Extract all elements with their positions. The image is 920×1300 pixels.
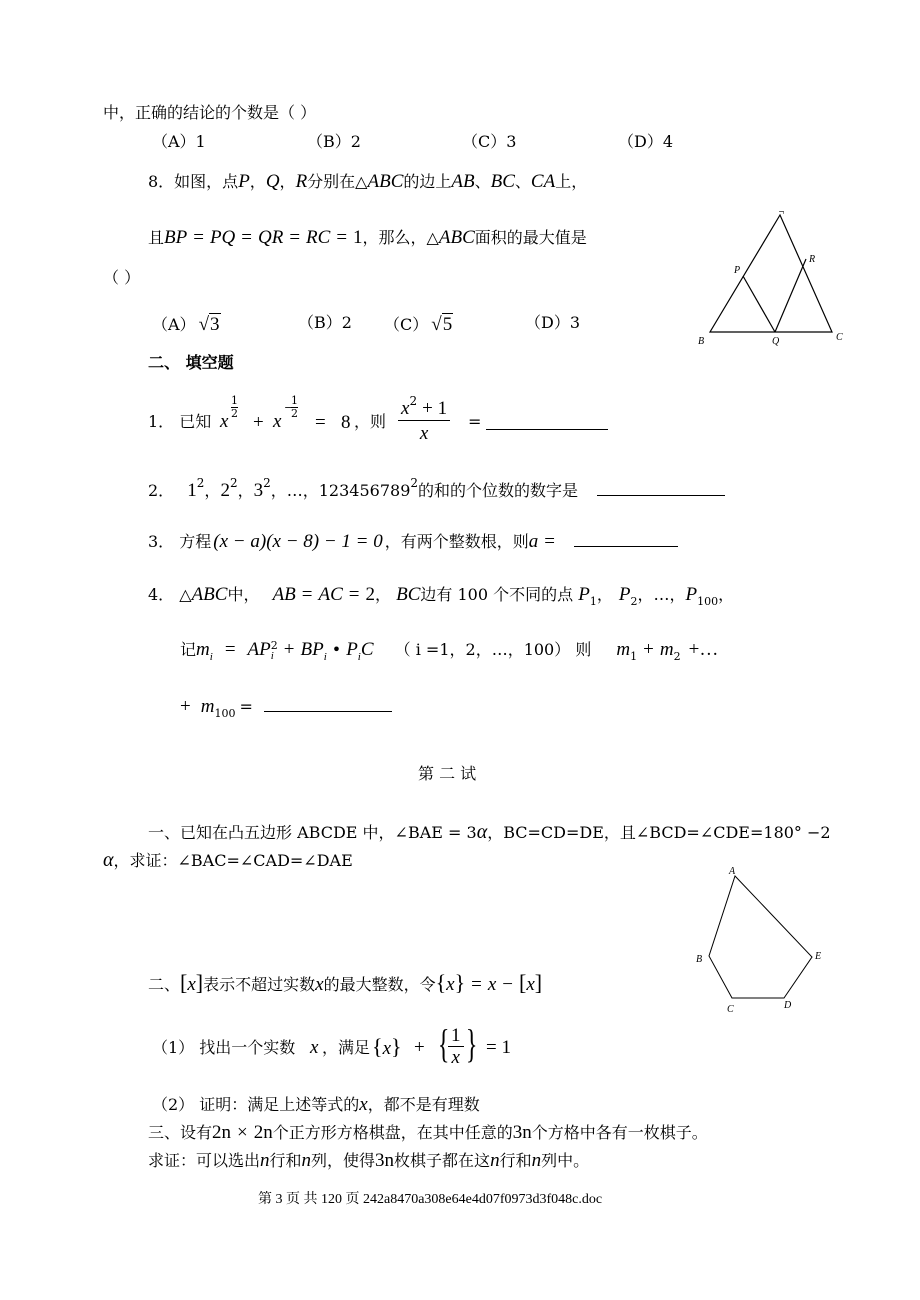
q7-option-b: （B）2 (307, 132, 361, 151)
frac-brace: {x} (435, 970, 466, 995)
sqrt-symbol: √5 (431, 314, 453, 335)
label-c: C (727, 1004, 734, 1015)
q7-option-d: （D）4 (618, 132, 674, 151)
exam-2-title: 第 二 试 (418, 764, 477, 783)
fill-3: 3． 方程 (x − a)(x − 8) − 1 = 0 ，有两个整数根，则a = (148, 532, 678, 551)
fraction: $x^2 + 1$ x (398, 395, 450, 443)
floor-bracket: [x] (180, 970, 204, 995)
q8-option-d: （D）3 (525, 313, 581, 332)
label-b: B (696, 954, 703, 965)
segment-qr (775, 259, 806, 332)
label-c: C (836, 332, 843, 343)
sqrt-symbol: √3 (198, 314, 220, 335)
q8-line1: 8．如图，点P，Q，R分别在△ABC的边上AB、BC、CA上， (148, 171, 588, 192)
section-title-fill-in: 二、 填空题 (148, 353, 234, 372)
q8-number: 8．如图，点 (148, 172, 239, 191)
q8-option-b: （B）2 (298, 313, 352, 332)
page-footer: 第 3 页 共 120 页 242a8470a308e64e4d07f0973d3f048c.doc (258, 1192, 603, 1207)
q8-answer-paren: （ ） (103, 268, 141, 287)
exponent-neg-half: 1 2 (291, 394, 298, 421)
problem-1-line1: 一、已知在凸五边形 ABCDE 中，∠BAE = 3α，BC=CD=DE，且∠BCD=∠CDE=180° −2 (148, 821, 831, 843)
q7-option-a: （A）1 (152, 132, 206, 151)
label-p: P (734, 265, 741, 276)
fill-4-line3: + $m_{100}$ = (180, 697, 392, 719)
q8-option-a: （A） √3 (152, 314, 220, 335)
answer-blank-2[interactable] (597, 493, 725, 496)
fraction-one-over-x: 1 x (448, 1026, 464, 1067)
pentagon-figure (690, 860, 835, 1020)
triangle-abc (710, 215, 832, 332)
exponent-half: 1 2 (231, 394, 238, 421)
problem-3-line2: 求证：可以选出n行和n列，使得3n枚棋子都在这n行和n列中。 (148, 1150, 590, 1171)
label-e: E (815, 951, 822, 962)
answer-blank-1[interactable] (486, 427, 608, 430)
label-a: A (729, 866, 736, 877)
fill-2: 2． $1^2$，$2^2$，$3^2$，…，123456789$^2$的和的个位数的数字是 (148, 477, 725, 500)
answer-blank-3[interactable] (574, 544, 678, 547)
fill-4-line1: 4． △ABC中， AB = AC = 2， BC边有 100 个不同的点 $P_1$， $P_2$，…，$P_{100}$， (148, 584, 735, 608)
segment-pq (743, 276, 775, 332)
pentagon-abcde (709, 876, 812, 998)
label-r: R (809, 254, 816, 265)
q8-option-c: （C） √5 (384, 314, 453, 335)
q7-option-c: （C）3 (462, 132, 517, 151)
q8-options (152, 313, 592, 335)
problem-3-line1: 三、设有2n × 2n个正方形方格棋盘，在其中任意的3n个方格中各有一枚棋子。 (148, 1122, 708, 1143)
label-q: Q (772, 336, 780, 347)
q8-line2: 且BP = PQ = QR = RC = 1，那么，△ABC面积的最大值是 (148, 227, 587, 248)
problem-2-line1: 二、[x]表示不超过实数x的最大整数，令{x} = x − [x] (148, 970, 543, 995)
label-b: B (698, 336, 705, 347)
problem-1-line2: α，求证：∠BAC=∠CAD=∠DAE (103, 849, 353, 871)
problem-2-sub2: （2） 证明：满足上述等式的x，都不是有理数 (152, 1094, 480, 1115)
triangle-figure (695, 205, 855, 350)
q7-tail: 中，正确的结论的个数是（ ） (103, 103, 317, 122)
answer-blank-4[interactable] (264, 709, 392, 712)
fill-4-line2: 记$m_i$ = AP 2 i + $BP_i$ • $P_iC$ （ i =1，2，…，100） 则 $m_1 + m_2$ +… (180, 639, 719, 663)
label-a: ¬ (778, 207, 785, 218)
label-d: D (784, 1000, 792, 1011)
